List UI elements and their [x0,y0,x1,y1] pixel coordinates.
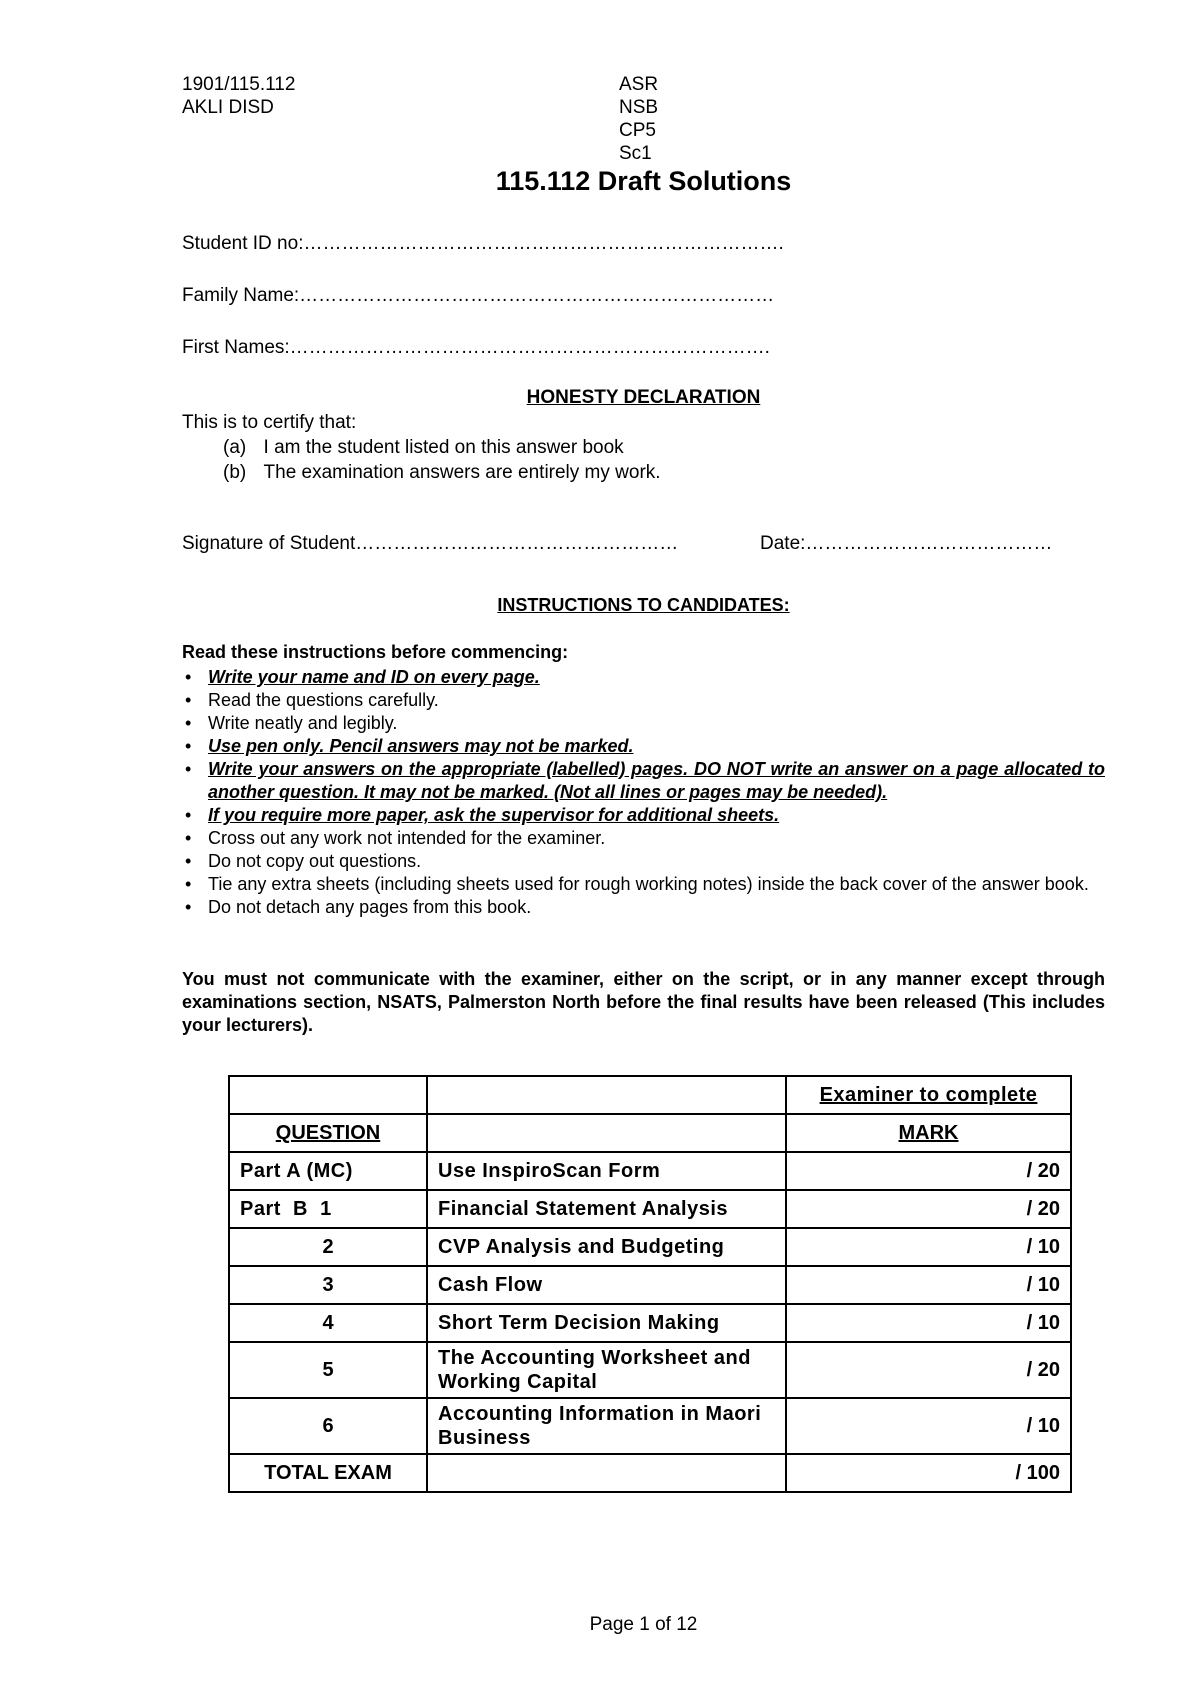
family-name-field[interactable]: Family Name:………………………………………………………………… [182,285,775,306]
communication-notice: You must not communicate with the examiner, either on the script, or in any manner except through examinations section, NSATS, Palmerston North before the final results have been released (This includes your lecturers). [182,969,1105,1035]
header-right-line: CP5 [619,120,656,141]
instruction-text: Use pen only. Pencil answers may not be marked. [208,736,634,756]
table-row [229,1266,1071,1304]
table-row [229,1304,1071,1342]
table-row [229,1398,1071,1454]
examiner-header: Examiner to complete [786,1076,1071,1114]
question-cell: 3 [229,1266,427,1304]
honesty-marker: (b) [223,462,247,483]
honesty-heading: HONESTY DECLARATION [526,387,761,408]
list-item [182,827,1105,850]
instructions-heading: INSTRUCTIONS TO CANDIDATES: [497,595,790,615]
instructions-list [182,666,1105,919]
table-row [229,1342,1071,1398]
mark-cell[interactable]: / 20 [786,1152,1071,1190]
instruction-text: Write your name and ID on every page. [208,667,540,687]
question-cell: 4 [229,1304,427,1342]
topic-cell: Accounting Information in Maori Business [427,1398,786,1454]
table-row [229,1454,1071,1492]
instruction-text: If you require more paper, ask the supervisor for additional sheets. [208,805,780,825]
instruction-text: Write neatly and legibly. [208,713,398,733]
bullet-icon: • [185,667,192,687]
honesty-item-b [223,462,661,484]
bullet-icon: • [185,713,192,733]
mark-cell[interactable]: / 10 [786,1304,1071,1342]
marks-table [228,1075,1072,1493]
table-cell [427,1454,786,1492]
mark-cell[interactable]: / 20 [786,1342,1071,1398]
instruction-text: Read the questions carefully. [208,690,439,710]
question-cell: Part A (MC) [229,1152,427,1190]
header-left-line: 1901/115.112 [182,74,296,95]
header-codes [619,73,658,165]
list-item [182,666,1105,689]
honesty-text: The examination answers are entirely my work. [263,462,661,483]
mark-cell[interactable]: / 20 [786,1190,1071,1228]
date-field[interactable]: Date:………………………………… [760,533,1053,554]
table-cell [427,1076,786,1114]
mark-cell[interactable]: / 10 [786,1228,1071,1266]
bullet-icon: • [185,759,192,779]
student-id-field[interactable]: Student ID no:…………………………………………………………………. [182,233,784,254]
mark-cell[interactable]: / 10 [786,1398,1071,1454]
header-left-line: AKLI DISD [182,97,274,118]
table-row [229,1228,1071,1266]
instruction-text: Do not detach any pages from this book. [208,897,532,917]
honesty-item-a [223,437,624,459]
table-row [229,1114,1071,1152]
header-right-line: ASR [619,74,659,95]
instruction-text: Tie any extra sheets (including sheets used for rough working notes) inside the back cover of the answer book. [208,874,1089,894]
list-item [182,896,1105,919]
list-item [182,689,1105,712]
topic-cell: Use InspiroScan Form [427,1152,786,1190]
list-item [182,712,1105,735]
honesty-text: I am the student listed on this answer book [263,437,624,458]
instruction-text: Cross out any work not intended for the examiner. [208,828,606,848]
topic-cell: The Accounting Worksheet and Working Capital [427,1342,786,1398]
total-mark-cell[interactable]: / 100 [786,1454,1071,1492]
page-title: 115.112 Draft Solutions [495,166,792,196]
table-row [229,1190,1071,1228]
question-cell: Part B 1 [229,1190,427,1228]
total-label: TOTAL EXAM [229,1454,427,1492]
first-names-field[interactable]: First Names:…………………………………………………………………. [182,337,770,358]
bullet-icon: • [185,805,192,825]
table-row [229,1076,1071,1114]
bullet-icon: • [185,851,192,871]
mark-header: MARK [786,1114,1071,1152]
bullet-icon: • [185,874,192,894]
table-cell [229,1076,427,1114]
topic-cell: Cash Flow [427,1266,786,1304]
bullet-icon: • [185,828,192,848]
list-item [182,758,1105,804]
honesty-intro: This is to certify that: [182,412,357,433]
page-number: Page 1 of 12 [589,1614,698,1635]
topic-cell: Short Term Decision Making [427,1304,786,1342]
instructions-lead: Read these instructions before commencing: [182,642,569,662]
table-cell [427,1114,786,1152]
instruction-text: Write your answers on the appropriate (labelled) pages. DO NOT write an answer on a page allocated to another question. It may not be marked. (Not all lines or pages may be needed). [208,759,1105,802]
course-code [182,73,295,119]
question-header: QUESTION [229,1114,427,1152]
list-item [182,850,1105,873]
list-item [182,735,1105,758]
bullet-icon: • [185,690,192,710]
bullet-icon: • [185,736,192,756]
list-item [182,804,1105,827]
honesty-marker: (a) [223,437,247,458]
topic-cell: Financial Statement Analysis [427,1190,786,1228]
bullet-icon: • [185,897,192,917]
question-cell: 2 [229,1228,427,1266]
question-cell: 6 [229,1398,427,1454]
instruction-text: Do not copy out questions. [208,851,422,871]
topic-cell: CVP Analysis and Budgeting [427,1228,786,1266]
mark-cell[interactable]: / 10 [786,1266,1071,1304]
table-row [229,1152,1071,1190]
header-right-line: NSB [619,97,659,118]
list-item [182,873,1105,896]
header-right-line: Sc1 [619,143,652,164]
signature-field[interactable]: Signature of Student…………………………………………… [182,533,679,554]
question-cell: 5 [229,1342,427,1398]
